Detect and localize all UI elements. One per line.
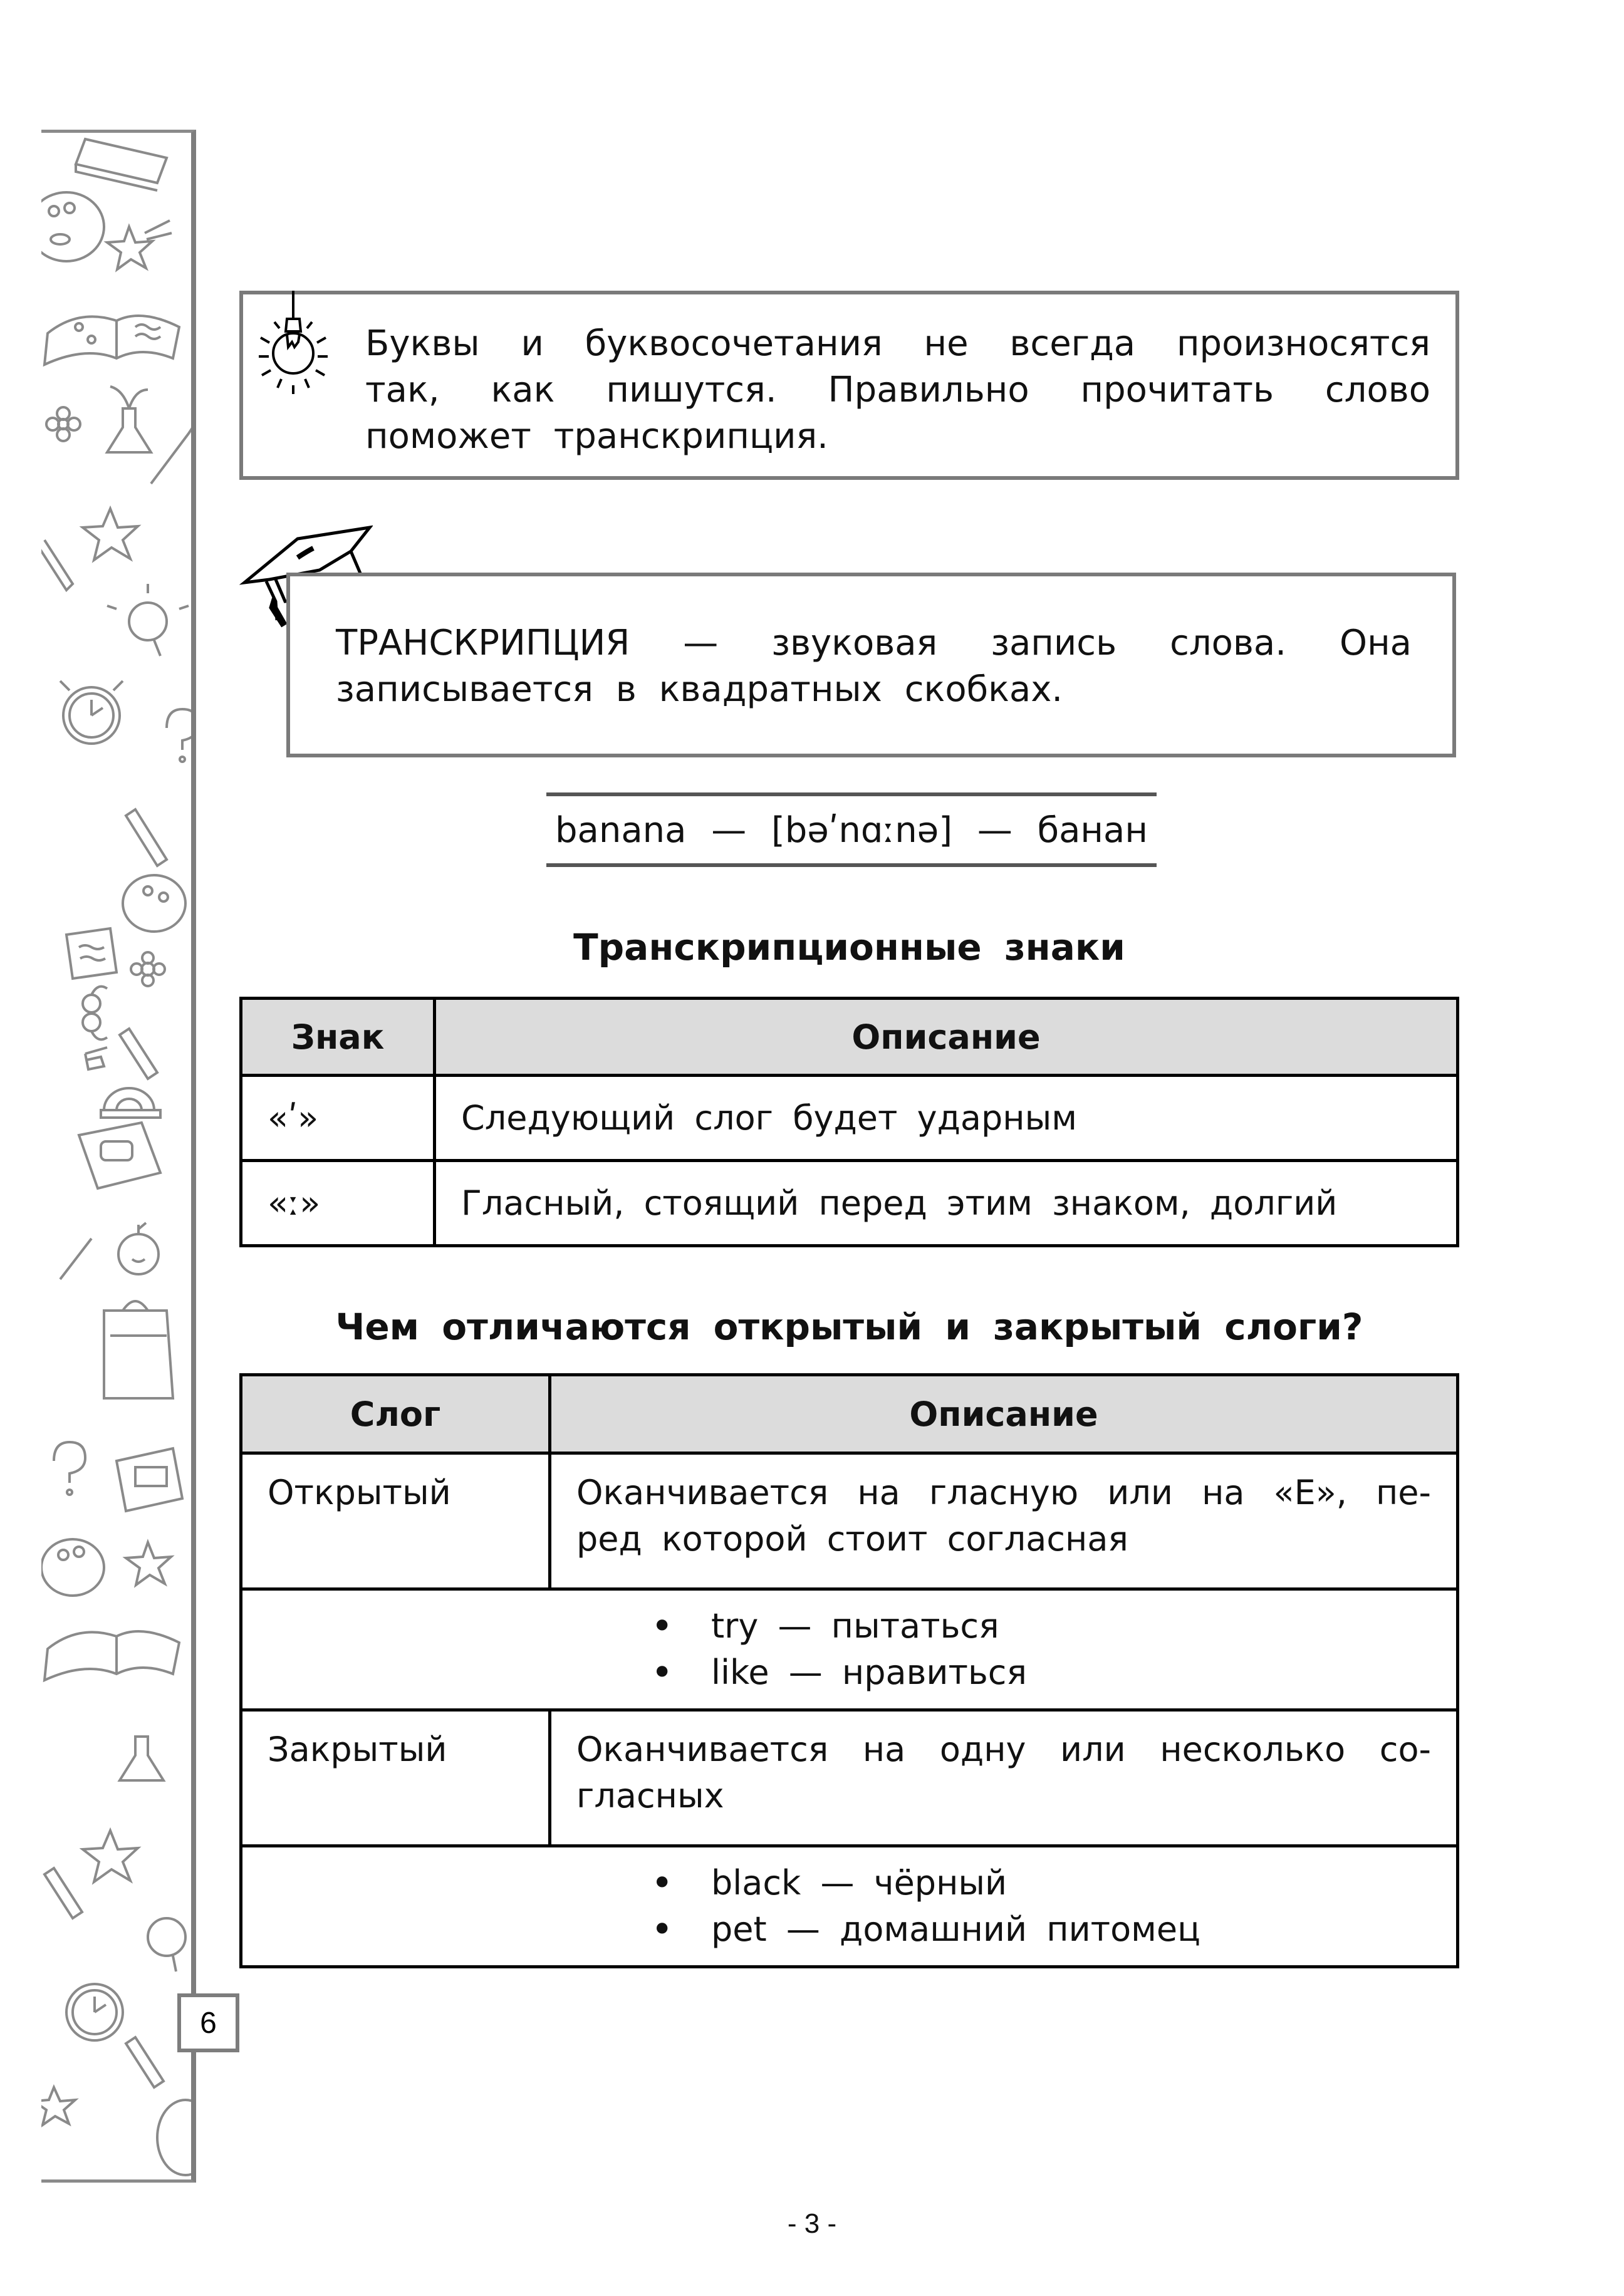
list-item: • pet — домашний питомец [651,1906,1431,1953]
examples-row [241,1589,1458,1710]
star-icon [126,1542,171,1585]
transcription-example [546,805,1157,855]
alarm-clock-icon [60,681,123,744]
list-item: • black — чёрный [651,1860,1431,1906]
palette-icon [123,875,185,932]
backpack-icon [104,1301,173,1398]
alarm-clock-icon [66,1984,123,2040]
example-dash: — [977,809,1012,851]
definition-text: ТРАНСКРИПЦИЯ — звуковая запись слова. Она записывается в квадратных скобках. [336,623,1412,710]
book-icon [76,139,167,190]
notebook-icon [79,1123,160,1188]
flask-icon [107,387,151,452]
tip-text: Буквы и буквосочетания не всегда произносятся так, как пишутся. Правильно прочитать слово поможет транскрипция. [365,323,1430,457]
pencil-icon [41,540,73,590]
column-header: Описание [550,1375,1458,1453]
example-translation: банан [1037,809,1148,851]
book-icon [117,1448,182,1511]
description-cell: Оканчивается на одну или несколько со-гласных [550,1710,1458,1846]
flower-icon [131,952,165,986]
palette-icon [157,2100,192,2175]
list-item: • try — пытаться [651,1603,1431,1649]
note-icon [66,928,117,979]
shooting-star-icon [41,2087,75,2125]
question-mark-icon [54,1442,85,1495]
pencil-icon [126,809,167,866]
star-icon [83,509,138,560]
pencil-icon [120,1029,157,1079]
examples-list [651,1860,1431,1953]
pencil-icon [44,1868,82,1918]
column-header: Описание [435,999,1458,1076]
glasses-icon [83,987,107,1040]
example-word: banana [555,809,687,851]
pencil-icon [126,2037,164,2087]
palette-icon [41,1539,104,1596]
open-book-icon [44,1631,179,1680]
open-book-icon [44,316,179,365]
table-row [241,1453,1458,1589]
table-row [241,1710,1458,1846]
transcription-signs-table [239,997,1459,1247]
section-title-syllables: Чем отличаются открытый и закрытый слоги? [335,1306,1363,1348]
question-mark-icon [167,709,192,762]
syllables-table [239,1373,1459,1968]
star-icon [107,221,172,269]
apple-face-icon [118,1223,159,1274]
sign-cell: «ː» [241,1161,435,1246]
table-row [241,1076,1458,1161]
column-header: Слог [241,1375,550,1453]
palette-icon [41,192,104,261]
example-top-rule [546,792,1157,796]
star-icon [83,1831,138,1882]
definition-box [286,573,1456,757]
table-row [241,1161,1458,1246]
example-transcription: [bəʹnɑːnə] [771,809,953,851]
syllable-cell: Открытый [241,1453,550,1589]
description-cell: Гласный, стоящий перед этим знаком, долгий [435,1161,1458,1246]
syllable-cell: Закрытый [241,1710,550,1846]
table-header-row [241,1375,1458,1453]
examples-list [651,1603,1431,1696]
lightbulb-icon [256,291,331,403]
examples-row [241,1846,1458,1967]
description-cell: Оканчивается на гласную или на «E», пе-ред которой стоит согласная [550,1453,1458,1589]
lightbulb-icon [148,1918,185,1971]
flask-icon [120,1737,164,1780]
paintbrush-icon [60,1239,91,1279]
example-dash: — [711,809,747,851]
lightbulb-icon [107,584,189,656]
section-title-signs: Транскрипционные знаки [573,926,1125,969]
tip-box [239,291,1459,480]
protractor-icon [101,1088,160,1118]
page-footer-number: - 3 - [787,2208,837,2239]
doodle-pattern-icon [41,133,192,2181]
example-bottom-rule [546,863,1157,867]
chapter-page-number: 6 [177,1993,239,2052]
flower-icon [46,407,80,441]
decorative-side-strip [41,130,196,2183]
table-header-row [241,999,1458,1076]
description-cell: Следующий слог будет ударным [435,1076,1458,1161]
list-item: • like — нравиться [651,1649,1431,1696]
paintbrush-icon [151,424,192,484]
letter-b-icon [85,1047,107,1069]
sign-cell: «ʹ» [241,1076,435,1161]
column-header: Знак [241,999,435,1076]
